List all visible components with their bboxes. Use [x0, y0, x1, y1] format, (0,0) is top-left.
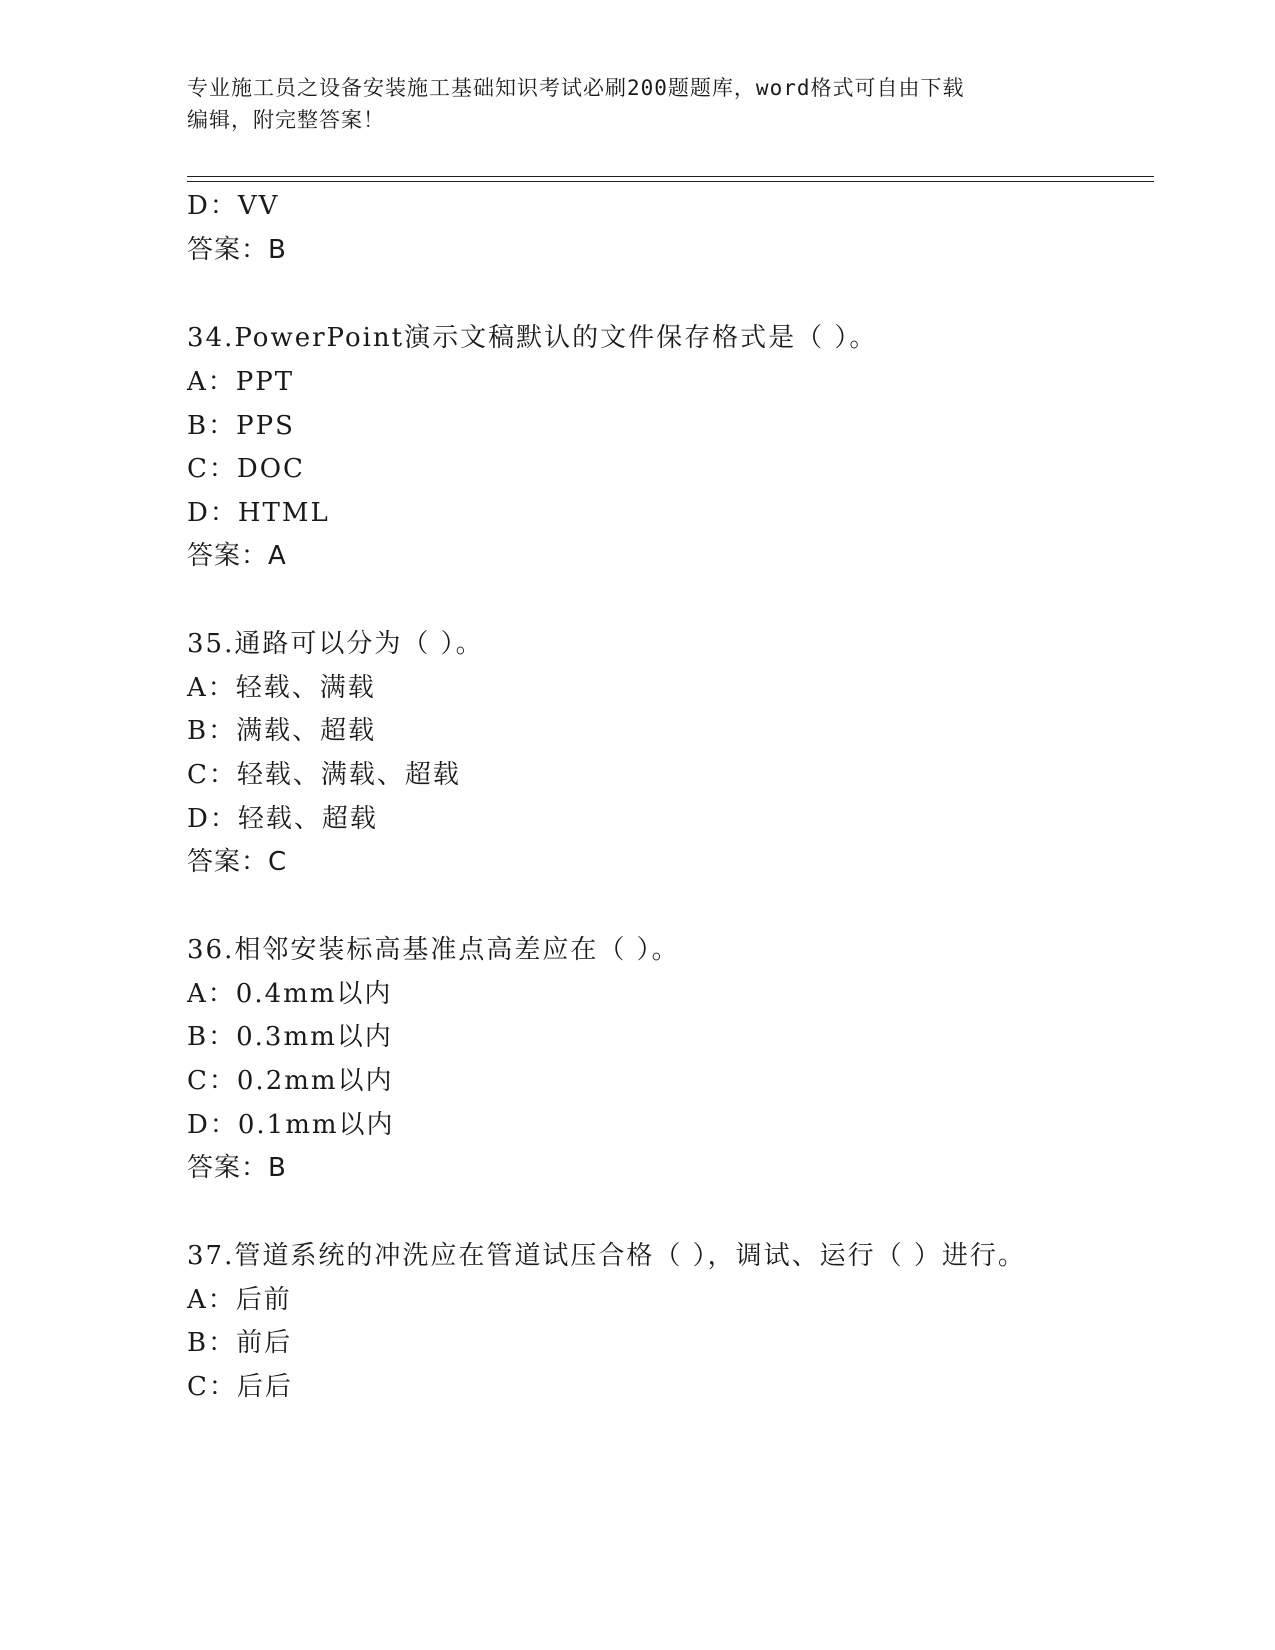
header-divider-bottom [187, 181, 1154, 182]
q35-answer: 答案：C [187, 847, 288, 877]
q33-option-d: D：VV [187, 191, 280, 221]
header-divider-top [187, 176, 1154, 177]
q37-option-c: C：后后 [187, 1372, 293, 1402]
q37-option-a: A：后前 [187, 1285, 292, 1315]
q34-option-d: D：HTML [187, 498, 330, 528]
q34-option-a: A：PPT [187, 367, 295, 397]
q36-option-a: A：0.4mm以内 [187, 979, 393, 1009]
q35-option-d: D：轻载、超载 [187, 804, 378, 834]
q37-stem: 37.管道系统的冲洗应在管道试压合格（ ），调试、运行（ ）进行。 [187, 1241, 1026, 1271]
q36-option-b: B：0.3mm以内 [187, 1022, 393, 1052]
q34-answer: 答案：A [187, 541, 287, 571]
q34-stem: 34.PowerPoint演示文稿默认的文件保存格式是（ ）。 [187, 323, 878, 353]
q35-option-c: C：轻载、满载、超载 [187, 760, 461, 790]
header-line-1: 专业施工员之设备安装施工基础知识考试必刷200题题库，word格式可自由下载 [187, 76, 965, 100]
q36-answer: 答案：B [187, 1153, 287, 1183]
q34-option-b: B：PPS [187, 411, 295, 441]
q35-stem: 35.通路可以分为（ ）。 [187, 629, 484, 659]
q36-stem: 36.相邻安装标高基准点高差应在（ ）。 [187, 935, 680, 965]
q35-option-a: A：轻载、满载 [187, 673, 376, 703]
q33-answer: 答案：B [187, 235, 287, 265]
q36-option-c: C：0.2mm以内 [187, 1066, 394, 1096]
header-line-2: 编辑，附完整答案！ [187, 108, 385, 132]
q36-option-d: D：0.1mm以内 [187, 1110, 395, 1140]
q34-option-c: C：DOC [187, 454, 305, 484]
document-header [187, 72, 1067, 136]
q37-option-b: B：前后 [187, 1328, 293, 1358]
q35-option-b: B：满载、超载 [187, 716, 377, 746]
